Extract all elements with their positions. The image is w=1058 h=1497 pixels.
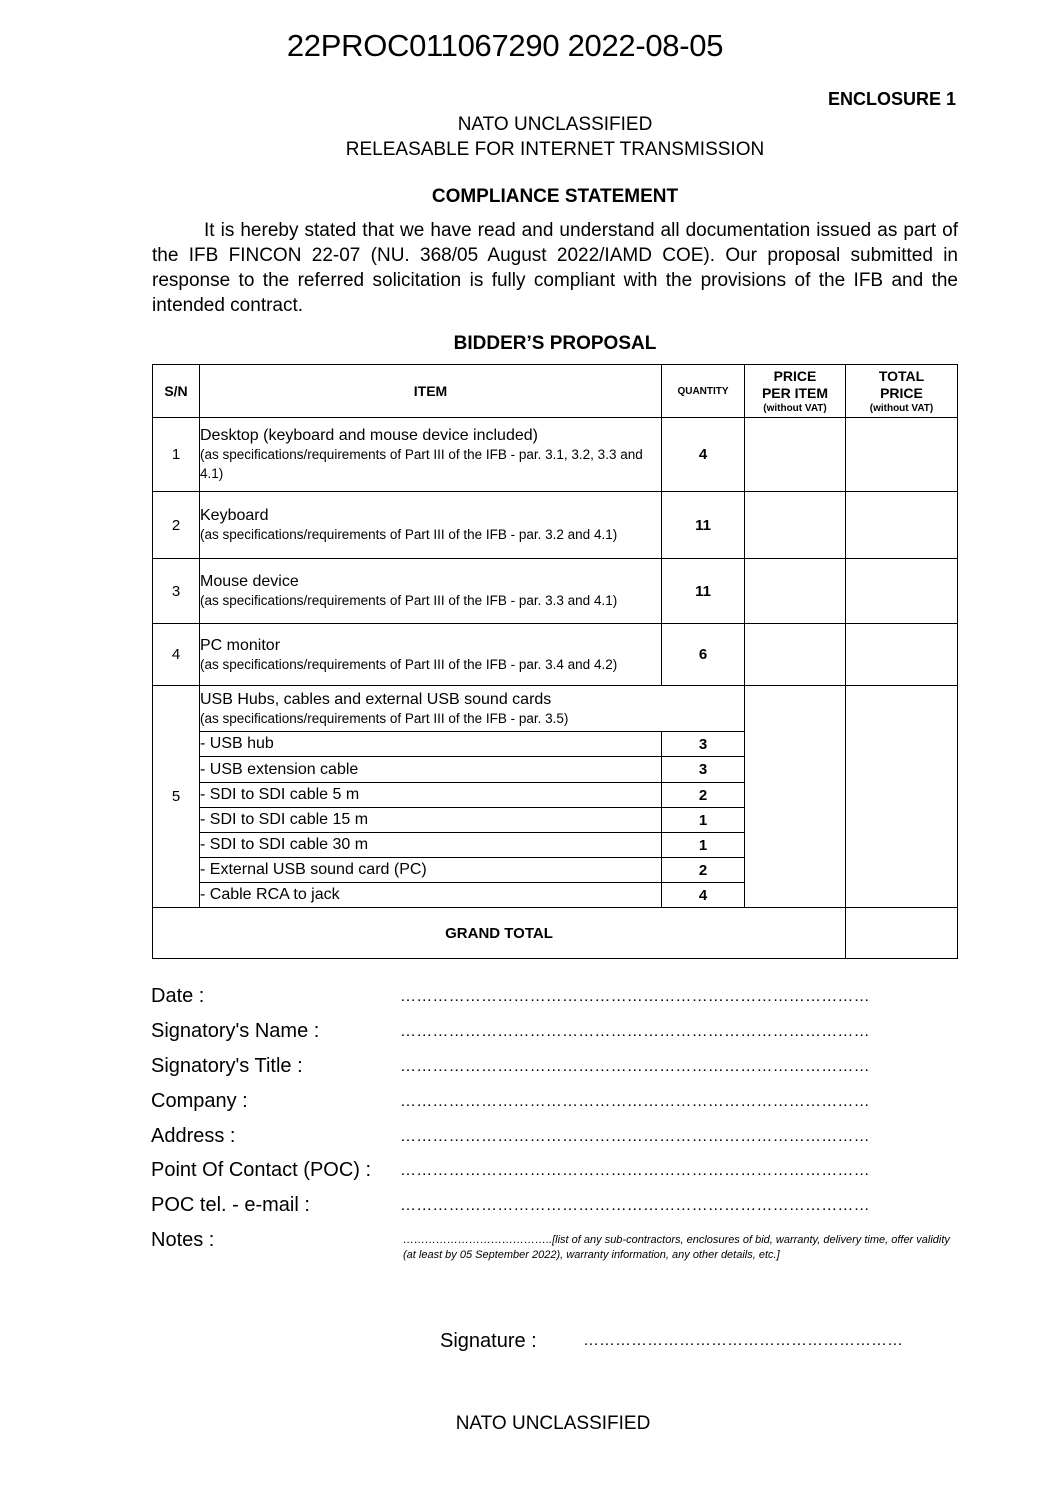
subitem-quantity: 2 <box>662 783 745 808</box>
signatory-name-label: Signatory's Name : <box>151 1020 320 1042</box>
header-item: ITEM <box>200 365 662 418</box>
header-sn: S/N <box>153 365 200 418</box>
table-row <box>153 418 958 492</box>
classification-header <box>0 112 1058 162</box>
subitem-name: - SDI to SDI cable 15 m <box>200 808 662 833</box>
row-item-spec: (as specifications/requirements of Part III of the IFB - par. 3.1, 3.2, 3.3 and 4.1) <box>200 447 643 481</box>
table-row <box>153 624 958 686</box>
page-title: COMPLIANCE STATEMENT <box>431 186 679 207</box>
company-label: Company : <box>151 1090 248 1112</box>
row-item <box>200 418 662 492</box>
group-price-cell[interactable] <box>745 686 846 908</box>
row-item-spec: (as specifications/requirements of Part III of the IFB - par. 3.4 and 4.2) <box>200 656 618 672</box>
table-row <box>153 492 958 559</box>
subitem-quantity: 1 <box>662 833 745 858</box>
row-price-cell[interactable] <box>745 559 846 624</box>
group-total-cell[interactable] <box>846 686 958 908</box>
grand-total-cell[interactable] <box>846 908 958 959</box>
header-total-price <box>846 365 958 418</box>
subitem-name: - Cable RCA to jack <box>200 883 662 908</box>
poc-contact-label: POC tel. - e-mail : <box>151 1194 310 1216</box>
row-quantity: 11 <box>662 492 745 559</box>
header-total-line2: PRICE <box>880 384 923 401</box>
header-total-note: (without VAT) <box>869 402 934 414</box>
poc-contact-field[interactable]: …………………………………………………………………………… <box>400 1197 870 1214</box>
company-field[interactable]: …………………………………………………………………………… <box>400 1093 870 1110</box>
compliance-statement: It is hereby stated that we have read and understand all documentation issued as part of the IFB FINCON 22-07 (NU. 368/05 August 2022/IAMD COE). Our proposal submitted in response to the referred solicitation is fully compliant with the provisions of the IFB and the intended contract. <box>152 220 958 316</box>
row-item-name: PC monitor <box>200 636 281 654</box>
table-header-row <box>153 365 958 418</box>
row-item <box>200 559 662 624</box>
row-price-cell[interactable] <box>745 624 846 686</box>
enclosure-label: ENCLOSURE 1 <box>827 89 956 109</box>
subitem-name: - External USB sound card (PC) <box>200 858 662 883</box>
row-quantity: 11 <box>662 559 745 624</box>
subitem-quantity: 1 <box>662 808 745 833</box>
signatory-title-label: Signatory's Title : <box>151 1055 303 1077</box>
row-total-cell[interactable] <box>846 624 958 686</box>
notes-label: Notes : <box>151 1229 215 1251</box>
row-sn: 4 <box>153 624 200 686</box>
header-price-line1: PRICE <box>773 367 817 384</box>
document-id: 22PROC011067290 2022-08-05 <box>286 28 724 63</box>
header-price-note: (without VAT) <box>763 402 827 414</box>
signatory-name-field[interactable]: …………………………………………………………………………… <box>400 1023 870 1040</box>
subitem-quantity: 3 <box>662 757 745 783</box>
subitem-quantity: 2 <box>662 858 745 883</box>
subitem-name: - SDI to SDI cable 5 m <box>200 783 662 808</box>
group-item <box>200 686 745 732</box>
row-item-spec: (as specifications/requirements of Part III of the IFB - par. 3.3 and 4.1) <box>200 593 618 608</box>
address-field[interactable]: …………………………………………………………………………… <box>400 1128 870 1145</box>
address-label: Address : <box>151 1125 236 1147</box>
row-item-name: Keyboard <box>200 507 269 524</box>
subitem-quantity: 4 <box>662 883 745 908</box>
classification-line-1: NATO UNCLASSIFIED <box>457 114 653 135</box>
header-price-line2: PER ITEM <box>761 384 829 401</box>
row-quantity: 6 <box>662 624 745 686</box>
row-item-spec: (as specifications/requirements of Part III of the IFB - par. 3.2 and 4.1) <box>200 527 618 542</box>
subitem-name: - USB extension cable <box>200 757 662 783</box>
subitem-name: - SDI to SDI cable 30 m <box>200 833 662 858</box>
poc-label: Point Of Contact (POC) : <box>151 1159 372 1181</box>
row-total-cell[interactable] <box>846 418 958 492</box>
row-sn: 3 <box>153 559 200 624</box>
row-price-cell[interactable] <box>745 418 846 492</box>
header-total-line1: TOTAL <box>878 367 925 384</box>
poc-field[interactable]: …………………………………………………………………………… <box>400 1162 870 1179</box>
group-sn: 5 <box>153 686 200 908</box>
proposal-table <box>152 364 958 959</box>
subitem-quantity: 3 <box>662 732 745 757</box>
table-row <box>153 559 958 624</box>
signatory-title-field[interactable]: …………………………………………………………………………… <box>400 1058 870 1075</box>
row-sn: 1 <box>153 418 200 492</box>
header-quantity: QUANTITY <box>662 365 745 418</box>
row-total-cell[interactable] <box>846 559 958 624</box>
group-item-name: USB Hubs, cables and external USB sound cards <box>200 690 552 708</box>
signature-field[interactable]: …………………………………………………… <box>583 1332 903 1349</box>
subitem-name: - USB hub <box>200 732 662 757</box>
row-item-name: Mouse device <box>200 573 299 590</box>
row-price-cell[interactable] <box>745 492 846 559</box>
row-sn: 2 <box>153 492 200 559</box>
header-price-per-item <box>745 365 846 418</box>
row-total-cell[interactable] <box>846 492 958 559</box>
classification-line-2: RELEASABLE FOR INTERNET TRANSMISSION <box>345 139 765 160</box>
grand-total-label: GRAND TOTAL <box>153 908 846 959</box>
grand-total-row <box>153 908 958 959</box>
notes-field[interactable]: …………………………………..[list of any sub-contractors, enclosures of bid, warranty, delivery time, offer validity (at least by 05 September 2022), warranty information, any other details, etc.] <box>403 1234 950 1261</box>
table-row-group <box>153 686 958 732</box>
classification-footer: NATO UNCLASSIFIED <box>455 1413 651 1434</box>
signature-label: Signature : <box>440 1330 537 1352</box>
group-item-spec: (as specifications/requirements of Part III of the IFB - par. 3.5) <box>200 710 569 726</box>
row-item <box>200 492 662 559</box>
row-quantity: 4 <box>662 418 745 492</box>
row-item <box>200 624 662 686</box>
date-label: Date : <box>151 985 205 1007</box>
proposal-title: BIDDER’S PROPOSAL <box>453 333 657 354</box>
row-item-name: Desktop (keyboard and mouse device included) <box>200 427 538 444</box>
date-field[interactable]: …………………………………………………………………………… <box>400 988 870 1005</box>
